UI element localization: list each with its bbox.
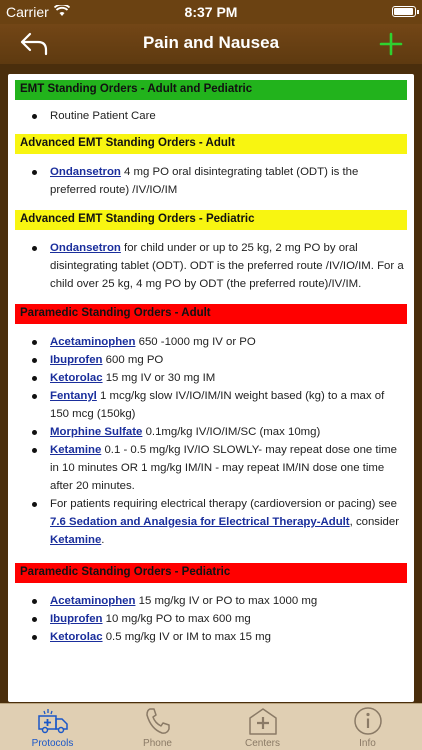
protocol-link-sedation-electrical-therapy[interactable]: 7.6 Sedation and Analgesia for Electrical Therapy-Adult (50, 516, 350, 528)
drug-link-ibuprofen[interactable]: Ibuprofen (50, 354, 103, 366)
protocol-content[interactable] (8, 74, 414, 702)
drug-link-acetaminophen[interactable]: Acetaminophen (50, 336, 136, 348)
drug-link-ketamine[interactable]: Ketamine (50, 534, 102, 546)
add-icon[interactable] (378, 30, 404, 58)
ambulance-icon (36, 706, 70, 736)
list-item: Routine Patient Care (50, 107, 406, 125)
list-item: Ibuprofen 10 mg/kg PO to max 600 mg (50, 610, 406, 628)
drug-link-ibuprofen[interactable]: Ibuprofen (50, 613, 103, 625)
drug-link-ketorolac[interactable]: Ketorolac (50, 372, 103, 384)
page-title: Pain and Nausea (142, 33, 280, 52)
list-item: Ondansetron for child under or up to 25 kg, 2 mg PO by oral disintegrating tablet (ODT). ODT is the preferred route /IV/IO/IM. For a child over 25 kg, 4 mg PO by ODT (the preferred route)/IV/IM. (50, 239, 406, 293)
drug-link-fentanyl[interactable]: Fentanyl (50, 390, 97, 402)
section-header-emt: EMT Standing Orders - Adult and Pediatric (15, 80, 407, 100)
drug-link-ketamine[interactable]: Ketamine (50, 444, 102, 456)
paramedic-adult-list (8, 333, 414, 549)
list-item: Acetaminophen 15 mg/kg IV or PO to max 1000 mg (50, 592, 406, 610)
section-header-paramedic-pediatric: Paramedic Standing Orders - Pediatric (15, 563, 407, 583)
navigation-bar (0, 24, 422, 64)
list-item: Ketorolac 15 mg IV or 30 mg IM (50, 369, 406, 387)
info-icon (351, 706, 385, 736)
list-item: Ketorolac 0.5 mg/kg IV or IM to max 15 mg (50, 628, 406, 646)
tab-info[interactable] (315, 704, 420, 750)
tab-protocols[interactable] (0, 704, 105, 750)
drug-link-ondansetron[interactable]: Ondansetron (50, 242, 121, 254)
clock: 8:37 PM (184, 4, 238, 20)
list-item: Ketamine 0.1 - 0.5 mg/kg IV/IO SLOWLY- may repeat dose one time in 10 minutes OR 1 mg/kg IM/IN - may repeat IM/IN dose one time after 20 minutes. (50, 441, 406, 495)
tab-centers[interactable] (210, 704, 315, 750)
section-header-aemt-adult: Advanced EMT Standing Orders - Adult (15, 134, 407, 154)
tab-label: Info (359, 738, 376, 749)
drug-link-morphine-sulfate[interactable]: Morphine Sulfate (50, 426, 143, 438)
drug-link-ketorolac[interactable]: Ketorolac (50, 631, 103, 643)
section-header-paramedic-adult: Paramedic Standing Orders - Adult (15, 304, 407, 324)
list-item: Ibuprofen 600 mg PO (50, 351, 406, 369)
status-bar (0, 0, 422, 24)
list-item: Acetaminophen 650 -1000 mg IV or PO (50, 333, 406, 351)
hospital-icon (246, 706, 280, 736)
tab-bar (0, 703, 422, 750)
tab-label: Protocols (31, 738, 74, 749)
section-header-aemt-pediatric: Advanced EMT Standing Orders - Pediatric (15, 210, 407, 230)
tab-phone[interactable] (105, 704, 210, 750)
list-item: Morphine Sulfate 0.1mg/kg IV/IO/IM/SC (max 10mg) (50, 423, 406, 441)
list-item: Ondansetron 4 mg PO oral disintegrating tablet (ODT) is the preferred route) /IV/IO/IM (50, 163, 406, 199)
phone-icon (141, 706, 175, 736)
list-item-electrical-therapy-note: For patients requiring electrical therapy (cardioversion or pacing) see 7.6 Sedation and Analgesia for Electrical Therapy-Adult, consider Ketamine. (50, 495, 406, 549)
tab-label: Phone (143, 738, 172, 749)
aemt-adult-list (8, 163, 414, 199)
drug-link-acetaminophen[interactable]: Acetaminophen (50, 595, 136, 607)
battery-icon (392, 6, 416, 17)
paramedic-pediatric-list (8, 592, 414, 646)
carrier-label: Carrier (6, 4, 49, 20)
drug-link-ondansetron[interactable]: Ondansetron (50, 166, 121, 178)
emt-list (8, 107, 414, 125)
list-item: Fentanyl 1 mcg/kg slow IV/IO/IM/IN weight based (kg) to a max of 150 mcg (150kg) (50, 387, 406, 423)
tab-label: Centers (244, 738, 280, 749)
aemt-pediatric-list (8, 239, 414, 293)
